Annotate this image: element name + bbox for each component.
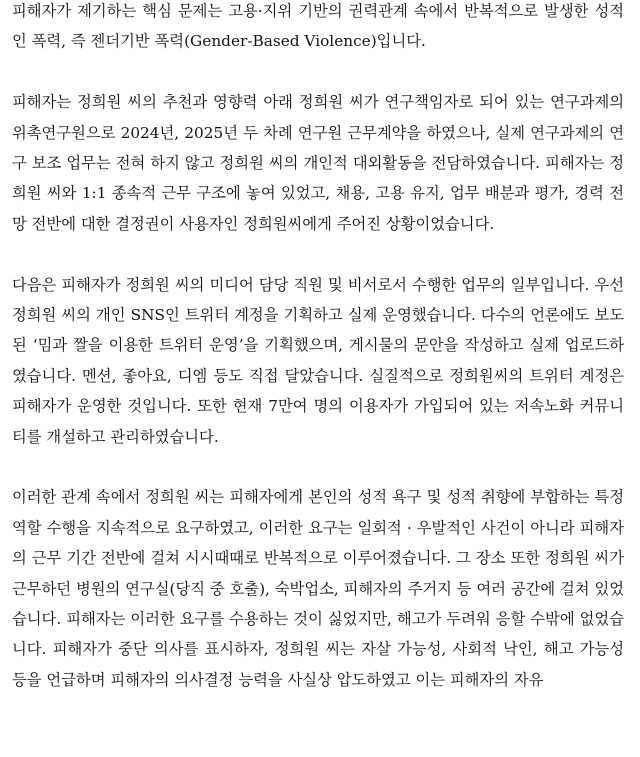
paragraph-core-issue: 피해자가 제기하는 핵심 문제는 고용·지위 기반의 권력관계 속에서 반복적으로 발생한 성적인 폭력, 즉 젠더기반 폭력(Gender-Based Violence)입니다. (12, 2, 624, 51)
paragraph-duties: 다음은 피해자가 정희원 씨의 미디어 담당 직원 및 비서로서 수행한 업무의 일부입니다. 우선 정희원 씨의 개인 SNS인 트위터 계정을 기획하고 실제 운영했습니다. 다수의 언론에도 보도된 ‘밈과 짤을 이용한 트위터 운영’을 기획했으며, 게시물의 문안을 작성하고 실제 업로드하였습니다. 멘션, 좋아요, 디엠 등도 직접 달았습니다. 실질적으로 정희원씨의 트위터 계정은 피해자가 운영한 것입니다. 또한 현재 7만여 명의 이용자가 가입되어 있는 저속노화 커뮤니티를 개설하고 관리하였습니다. (12, 275, 624, 446)
paragraph-employment-relationship: 피해자는 정희원 씨의 추천과 영향력 아래 정희원 씨가 연구책임자로 되어 있는 연구과제의 위촉연구원으로 2024년, 2025년 두 차례 연구원 근무계약을 하였으나, 실제 연구과제의 연구 보조 업무는 전혀 하지 않고 정희원 씨의 개인적 대외활동을 전담하였습니다. 피해자는 정희원 씨와 1:1 종속적 근무 구조에 놓여 있었고, 채용, 고용 유지, 업무 배분과 평가, 경력 전망 전반에 대한 결정권이 사용자인 정희원씨에게 주어진 상황이었습니다. (12, 93, 624, 233)
paragraph-abuse-description: 이러한 관계 속에서 정희원 씨는 피해자에게 본인의 성적 욕구 및 성적 취향에 부합하는 특정 역할 수행을 지속적으로 요구하였고, 이러한 요구는 일회적 · 우발적인 사건이 아니라 피해자의 근무 기간 전반에 걸쳐 시시때때로 반복적으로 이루어졌습니다. 그 장소 또한 정희원 씨가 근무하던 병원의 연구실(당직 중 호출), 숙박업소, 피해자의 주거지 등 여러 공간에 걸쳐 있었습니다. 피해자는 이러한 요구를 수용하는 것이 싫었지만, 해고가 두려워 응할 수밖에 없었습니다. 피해자가 중단 의사를 표시하자, 정희원 씨는 자살 가능성, 사회적 낙인, 해고 가능성 등을 언급하며 피해자의 의사결정 능력을 사실상 압도하였고 이는 피해자의 자유 (12, 488, 624, 689)
document-body (12, 0, 624, 726)
